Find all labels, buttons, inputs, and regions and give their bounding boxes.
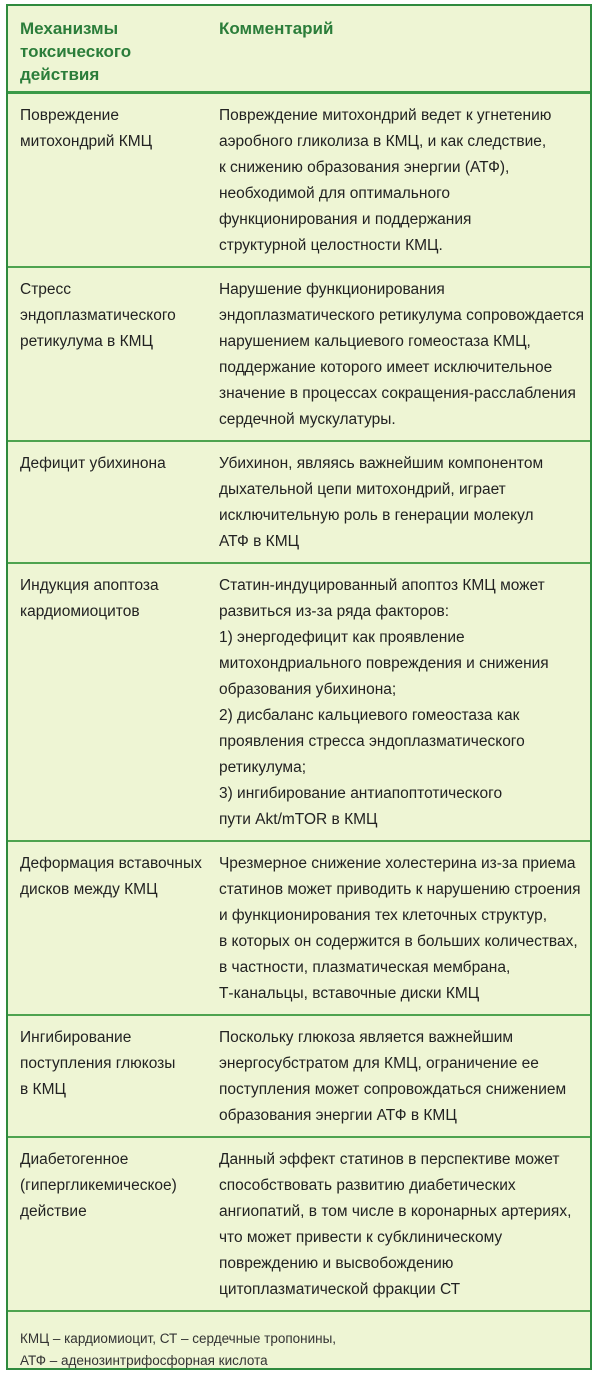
- comment-line: статинов может приводить к нарушению строения: [218, 880, 581, 898]
- table-row: [8, 563, 590, 841]
- comment-line: функционирования и поддержания: [218, 210, 472, 228]
- comment-line: развиться из-за ряда факторов:: [218, 602, 450, 620]
- comment-line: эндоплазматического ретикулума сопровождается: [218, 306, 584, 324]
- mechanism-line: Дефицит убихинона: [20, 454, 166, 472]
- comment-line: пути Akt/mTOR в КМЦ: [218, 810, 378, 828]
- comment-line: дыхательной цепи митохондрий, играет: [218, 480, 506, 498]
- comment-cell: [209, 92, 590, 267]
- comment-line: в частности, плазматическая мембрана,: [218, 958, 511, 976]
- mechanism-line: дисков между КМЦ: [20, 880, 158, 898]
- mechanism-cell: [8, 92, 209, 267]
- comment-line: сердечной мускулатуры.: [218, 410, 396, 428]
- mechanism-line: Деформация вставочных: [20, 854, 202, 872]
- comment-line: 1) энергодефицит как проявление: [218, 628, 465, 646]
- table-row: [8, 267, 590, 441]
- toxicity-mechanisms-table: [8, 6, 590, 1312]
- header-mechanisms-line: токсического: [20, 42, 132, 61]
- comment-cell: [209, 841, 590, 1015]
- footnote-line: КМЦ – кардиомиоцит, СТ – сердечные тропонины,: [20, 1330, 337, 1346]
- mechanism-line: Диабетогенное: [20, 1150, 129, 1168]
- comment-cell: [209, 563, 590, 841]
- comment-line: проявления стресса эндоплазматического: [218, 732, 525, 750]
- mechanism-line: поступления глюкозы: [20, 1054, 176, 1072]
- comment-cell: [209, 1137, 590, 1311]
- comment-line: 2) дисбаланс кальциевого гомеостаза как: [218, 706, 520, 724]
- table-row: [8, 1015, 590, 1137]
- comment-line: Убихинон, являясь важнейшим компонентом: [218, 454, 544, 472]
- comment-line: образования убихинона;: [218, 680, 397, 698]
- comment-line: цитоплазматической фракции СТ: [218, 1280, 461, 1298]
- comment-line: и функционирования тех клеточных структур,: [218, 906, 547, 924]
- comment-line: поступления может сопровождаться снижением: [218, 1080, 567, 1098]
- table-footnote: [8, 1312, 590, 1372]
- comment-line: ангиопатий, в том числе в коронарных артериях,: [218, 1202, 572, 1220]
- comment-cell: [209, 267, 590, 441]
- comment-line: в которых он содержится в больших количествах,: [218, 932, 578, 950]
- comment-line: аэробного гликолиза в КМЦ, и как следствие,: [218, 132, 547, 150]
- mechanism-cell: [8, 563, 209, 841]
- comment-line: нарушением кальциевого гомеостаза КМЦ,: [218, 332, 531, 350]
- header-mechanisms: [8, 6, 209, 92]
- mechanism-line: действие: [20, 1202, 87, 1220]
- header-mechanisms-line: действия: [20, 65, 100, 84]
- comment-line: Статин-индуцированный апоптоз КМЦ может: [218, 576, 545, 594]
- mechanism-line: кардиомиоцитов: [20, 602, 140, 620]
- table-row: [8, 841, 590, 1015]
- mechanism-line: эндоплазматического: [20, 306, 176, 324]
- comment-line: Поскольку глюкоза является важнейшим: [218, 1028, 514, 1046]
- mechanism-line: ретикулума в КМЦ: [20, 332, 153, 350]
- table-row: [8, 1137, 590, 1311]
- comment-line: повреждению и высвобождению: [218, 1254, 454, 1272]
- header-comment-label: Комментарий: [218, 19, 334, 38]
- comment-line: митохондриального повреждения и снижения: [218, 654, 549, 672]
- mechanism-line: (гипергликемическое): [20, 1176, 177, 1194]
- table-row: [8, 92, 590, 267]
- comment-line: Повреждение митохондрий ведет к угнетению: [218, 106, 552, 124]
- table-row: [8, 441, 590, 563]
- comment-line: значение в процессах сокращения-расслабления: [218, 384, 576, 402]
- mechanism-line: Индукция апоптоза: [20, 576, 159, 594]
- comment-line: 3) ингибирование антиапоптотического: [218, 784, 503, 802]
- comment-line: к снижению образования энергии (АТФ),: [218, 158, 510, 176]
- table-body: [8, 92, 590, 1311]
- mechanism-line: Повреждение: [20, 106, 119, 124]
- comment-line: исключительную роль в генерации молекул: [218, 506, 534, 524]
- comment-line: образования энергии АТФ в КМЦ: [218, 1106, 457, 1124]
- table-header-row: [8, 6, 590, 92]
- comment-line: необходимой для оптимального: [218, 184, 451, 202]
- comment-line: АТФ в КМЦ: [218, 532, 300, 550]
- comment-line: ретикулума;: [218, 758, 307, 776]
- comment-line: поддержание которого имеет исключительное: [218, 358, 553, 376]
- comment-line: энергосубстратом для КМЦ, ограничение ее: [218, 1054, 539, 1072]
- mechanism-cell: [8, 1015, 209, 1137]
- comment-cell: [209, 441, 590, 563]
- toxicity-mechanisms-table-frame: [6, 4, 592, 1370]
- mechanism-line: Ингибирование: [20, 1028, 132, 1046]
- mechanism-cell: [8, 267, 209, 441]
- mechanism-line: Стресс: [20, 280, 72, 298]
- comment-line: способствовать развитию диабетических: [218, 1176, 516, 1194]
- header-mechanisms-line: Механизмы: [20, 19, 119, 38]
- mechanism-cell: [8, 441, 209, 563]
- mechanism-line: митохондрий КМЦ: [20, 132, 153, 150]
- mechanism-cell: [8, 1137, 209, 1311]
- comment-line: что может привести к субклиническому: [218, 1228, 503, 1246]
- footnote-line: АТФ – аденозинтрифосфорная кислота: [20, 1352, 268, 1368]
- comment-line: структурной целостности КМЦ.: [218, 236, 443, 254]
- comment-line: Т-канальцы, вставочные диски КМЦ: [218, 984, 480, 1002]
- mechanism-cell: [8, 841, 209, 1015]
- comment-line: Чрезмерное снижение холестерина из-за приема: [218, 854, 576, 872]
- header-comment: [209, 6, 590, 92]
- comment-cell: [209, 1015, 590, 1137]
- comment-line: Нарушение функционирования: [218, 280, 445, 298]
- comment-line: Данный эффект статинов в перспективе может: [218, 1150, 560, 1168]
- mechanism-line: в КМЦ: [20, 1080, 66, 1098]
